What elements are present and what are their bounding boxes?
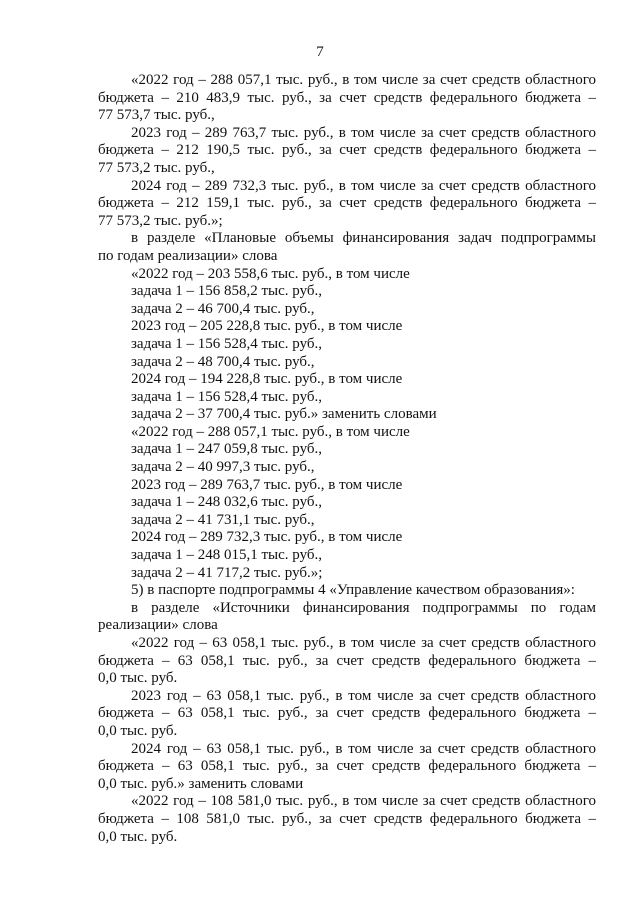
text-line: бюджета – 212 190,5 тыс. руб., за счет средств федерального бюджета – (98, 142, 596, 159)
text-line: задача 2 – 41 717,2 тыс. руб.»; (131, 564, 323, 581)
text-line: 2023 год – 289 763,7 тыс. руб., в том числе (131, 476, 403, 493)
text-line: 0,0 тыс. руб. (98, 670, 178, 687)
page-number: 7 (316, 44, 324, 60)
text-line: 0,0 тыс. руб. (98, 828, 178, 845)
text-line: задача 2 – 37 700,4 тыс. руб.» заменить словами (131, 406, 437, 423)
text-line: «2022 год – 288 057,1 тыс. руб., в том числе (131, 423, 410, 440)
text-line: 2024 год – 289 732,3 тыс. руб., в том числе за счет средств областного (131, 177, 596, 194)
text-line: задача 2 – 46 700,4 тыс. руб., (131, 300, 315, 317)
text-line: 2024 год – 194 228,8 тыс. руб., в том числе (131, 371, 403, 388)
text-line: по годам реализации» слова (98, 247, 278, 264)
text-line: задача 1 – 156 528,4 тыс. руб., (131, 335, 323, 352)
document-body (98, 72, 596, 846)
text-line: задача 1 – 248 015,1 тыс. руб., (131, 547, 323, 564)
text-line: задача 1 – 248 032,6 тыс. руб., (131, 494, 323, 511)
text-line: «2022 год – 63 058,1 тыс. руб., в том числе за счет средств областного (131, 635, 596, 651)
text-line: задача 1 – 156 528,4 тыс. руб., (131, 388, 323, 405)
text-line: задача 1 – 156 858,2 тыс. руб., (131, 283, 323, 300)
text-line: 0,0 тыс. руб. (98, 722, 178, 739)
text-line: 5) в паспорте подпрограммы 4 «Управление качеством образования»: (131, 582, 575, 599)
text-line: 2023 год – 205 228,8 тыс. руб., в том числе (131, 318, 403, 335)
text-line: бюджета – 212 159,1 тыс. руб., за счет средств федерального бюджета – (98, 195, 596, 212)
text-line: 2024 год – 289 732,3 тыс. руб., в том числе (131, 529, 403, 546)
text-line: бюджета – 63 058,1 тыс. руб., за счет средств федерального бюджета – (98, 705, 596, 722)
text-line: 2023 год – 63 058,1 тыс. руб., в том числе за счет средств областного (131, 687, 596, 704)
text-line: бюджета – 63 058,1 тыс. руб., за счет средств федерального бюджета – (98, 758, 596, 775)
text-line: 77 573,7 тыс. руб., (98, 107, 215, 124)
text-line: «2022 год – 288 057,1 тыс. руб., в том числе за счет средств областного (131, 72, 596, 88)
text-line: 0,0 тыс. руб.» заменить словами (98, 775, 304, 792)
text-line: в разделе «Плановые объемы финансирования задач подпрограммы (131, 230, 596, 247)
text-line: задача 2 – 48 700,4 тыс. руб., (131, 353, 315, 370)
text-line: бюджета – 210 483,9 тыс. руб., за счет средств федерального бюджета – (98, 89, 596, 106)
text-line: задача 2 – 41 731,1 тыс. руб., (131, 511, 315, 528)
text-line: «2022 год – 203 558,6 тыс. руб., в том числе (131, 265, 410, 282)
text-line: 77 573,2 тыс. руб., (98, 159, 215, 176)
text-line: в разделе «Источники финансирования подпрограммы по годам (131, 599, 596, 616)
text-line: бюджета – 63 058,1 тыс. руб., за счет средств федерального бюджета – (98, 652, 596, 669)
text-line: задача 2 – 40 997,3 тыс. руб., (131, 459, 315, 476)
text-line: реализации» слова (98, 617, 218, 634)
text-line: 77 573,2 тыс. руб.»; (98, 212, 223, 229)
text-line: «2022 год – 108 581,0 тыс. руб., в том числе за счет средств областного (131, 793, 596, 810)
text-line: задача 1 – 247 059,8 тыс. руб., (131, 441, 323, 458)
text-line: 2023 год – 289 763,7 тыс. руб., в том числе за счет средств областного (131, 124, 596, 141)
text-line: бюджета – 108 581,0 тыс. руб., за счет средств федерального бюджета – (98, 810, 596, 827)
text-line: 2024 год – 63 058,1 тыс. руб., в том числе за счет средств областного (131, 740, 596, 757)
